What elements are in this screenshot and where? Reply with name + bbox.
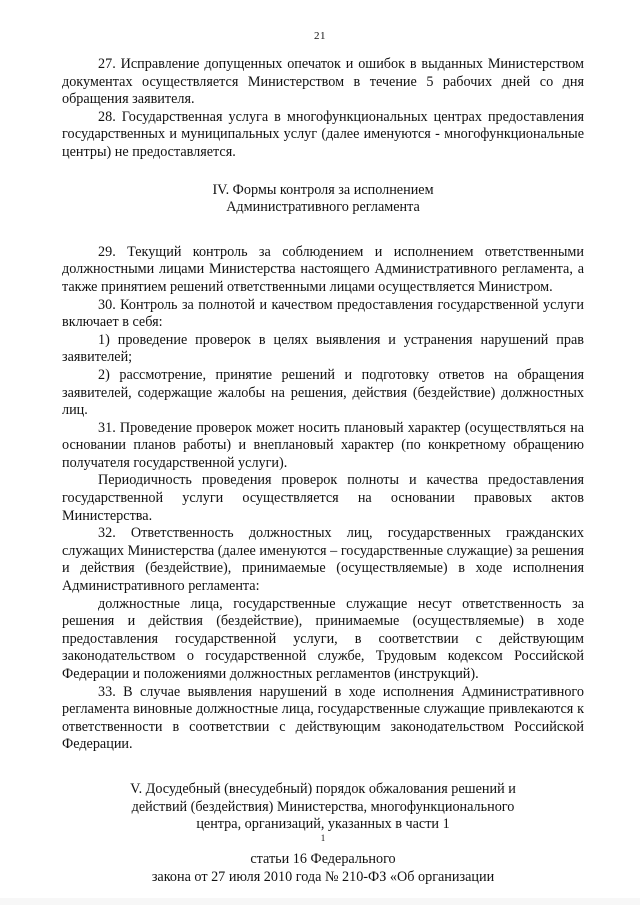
section-v-heading-line: V. Досудебный (внесудебный) порядок обжалования решений и [130, 780, 516, 797]
section-iv-heading-line: Административного регламента [226, 199, 420, 216]
paragraph-28: 28. Государственная услуга в многофункциональных центрах предоставления государственных и муниципальных услуг (далее именуются - многофункциональные центры) не предоставляется. [62, 108, 584, 160]
paragraph-33: 33. В случае выявления нарушений в ходе исполнения Административного регламента виновные должностные лица, государственные служащие привлекаются к ответственности в соответствии с действующим законодательством Российской Федерации. [62, 683, 584, 753]
paragraph-29: 29. Текущий контроль за соблюдением и исполнением ответственными должностными лицами Министерства настоящего Административного регламента, а также принятием решений ответственными лицами осуществляется Министром. [62, 243, 584, 295]
paragraph-31-periodicity: Периодичность проведения проверок полноты и качества предоставления государственной услуги осуществляется на основании правовых актов Министерства. [62, 472, 584, 524]
section-v-heading-text: центра, организаций, указанных в части 1 [196, 816, 450, 833]
section-v-heading-line: действий (бездействия) Министерства, многофункционального [131, 798, 515, 815]
document-body [62, 56, 584, 887]
paragraph-32-officials: должностные лица, государственные служащие несут ответственность за решения и действия (бездействие), принимаемые (осуществляемые) в ходе предоставления государственной услуги, в соответствии с действующим законодательством о государственной службе, Трудовым кодексом Российской Федерации и положениями должностных регламентов (инструкций). [62, 595, 584, 682]
superscript-index: 1 [320, 832, 326, 843]
paragraph-30-item-2: 2) рассмотрение, принятие решений и подготовку ответов на обращения заявителей, содержащие жалобы на решения, действия (бездействие) должностных лиц. [62, 366, 584, 419]
section-v-heading-text: статьи 16 Федерального [250, 851, 396, 868]
scan-edge [0, 898, 640, 905]
section-iv-heading [62, 182, 584, 217]
paragraph-27: 27. Исправление допущенных опечаток и ошибок в выданных Министерством документах осуществляется Министерством в течение 5 рабочих дней со дня обращения заявителя. [62, 56, 584, 108]
section-v-heading [62, 781, 584, 887]
paragraph-30-item-1: 1) проведение проверок в целях выявления и устранения нарушений прав заявителей; [62, 331, 584, 366]
page-number: 21 [314, 30, 326, 42]
paragraph-32: 32. Ответственность должностных лиц, государственных гражданских служащих Министерства (далее именуются – государственные служащие) за решения и действия (бездействие), принимаемые (осуществляемые) в ходе исполнения Административного регламента: [62, 525, 584, 595]
section-v-heading-line: закона от 27 июля 2010 года № 210-ФЗ «Об организации [151, 868, 495, 885]
paragraph-31: 31. Проведение проверок может носить плановый характер (осуществляться на основании планов работы) и внеплановый характер (по конкретному обращению получателя государственной услуги). [62, 419, 584, 471]
section-iv-heading-line: IV. Формы контроля за исполнением [212, 181, 434, 198]
section-v-heading-line [62, 816, 584, 869]
paragraph-30: 30. Контроль за полнотой и качеством предоставления государственной услуги включает в себя: [62, 296, 584, 331]
